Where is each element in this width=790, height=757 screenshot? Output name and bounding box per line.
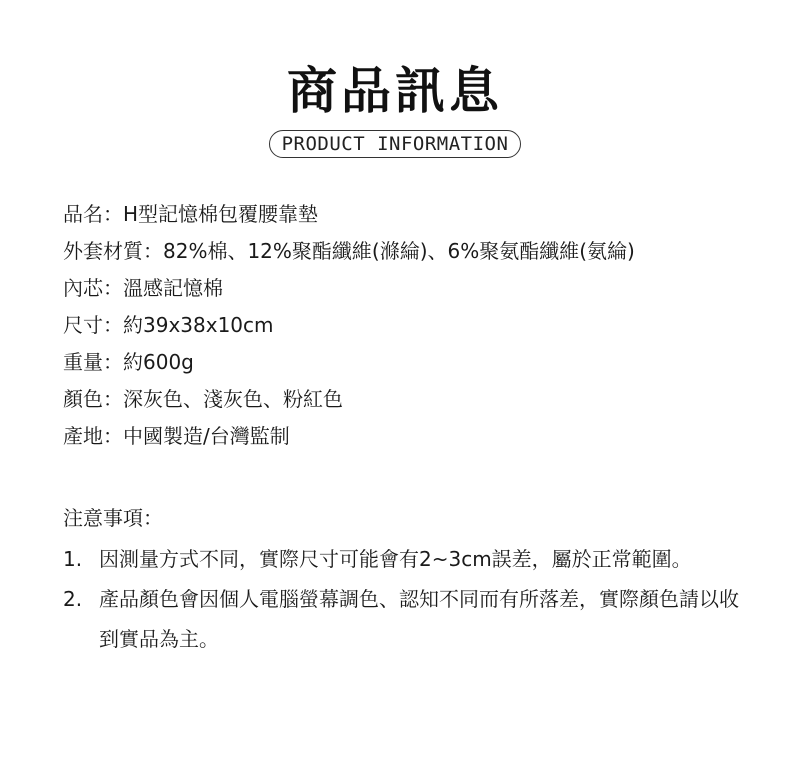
header [0, 60, 790, 158]
note-number: 2. [63, 587, 83, 611]
notes-section [63, 500, 743, 659]
note-text: 產品顏色會因個人電腦螢幕調色、認知不同而有所落差，實際顏色請以收到實品為主。 [99, 587, 739, 651]
spec-list [63, 196, 743, 455]
spec-product-name: 品名：H型記憶棉包覆腰靠墊 [63, 202, 319, 226]
note-text: 因測量方式不同，實際尺寸可能會有2~3cm誤差，屬於正常範圍。 [99, 547, 692, 571]
page-title: 商品訊息 [287, 62, 503, 120]
page-subtitle-badge: PRODUCT INFORMATION [269, 130, 522, 158]
note-number: 1. [63, 547, 83, 571]
spec-origin: 產地：中國製造/台灣監制 [63, 424, 290, 448]
note-item [63, 579, 743, 659]
notes-title: 注意事項： [63, 506, 163, 530]
note-item [63, 539, 743, 579]
spec-outer-material: 外套材質：82%棉、12%聚酯纖維(滌綸)、6%聚氨酯纖維(氨綸) [63, 239, 635, 263]
spec-weight: 重量：約600g [63, 350, 194, 374]
spec-inner-core: 內芯：溫感記憶棉 [63, 276, 223, 300]
spec-size: 尺寸：約39x38x10cm [63, 313, 274, 337]
spec-colors: 顏色：深灰色、淺灰色、粉紅色 [63, 387, 343, 411]
